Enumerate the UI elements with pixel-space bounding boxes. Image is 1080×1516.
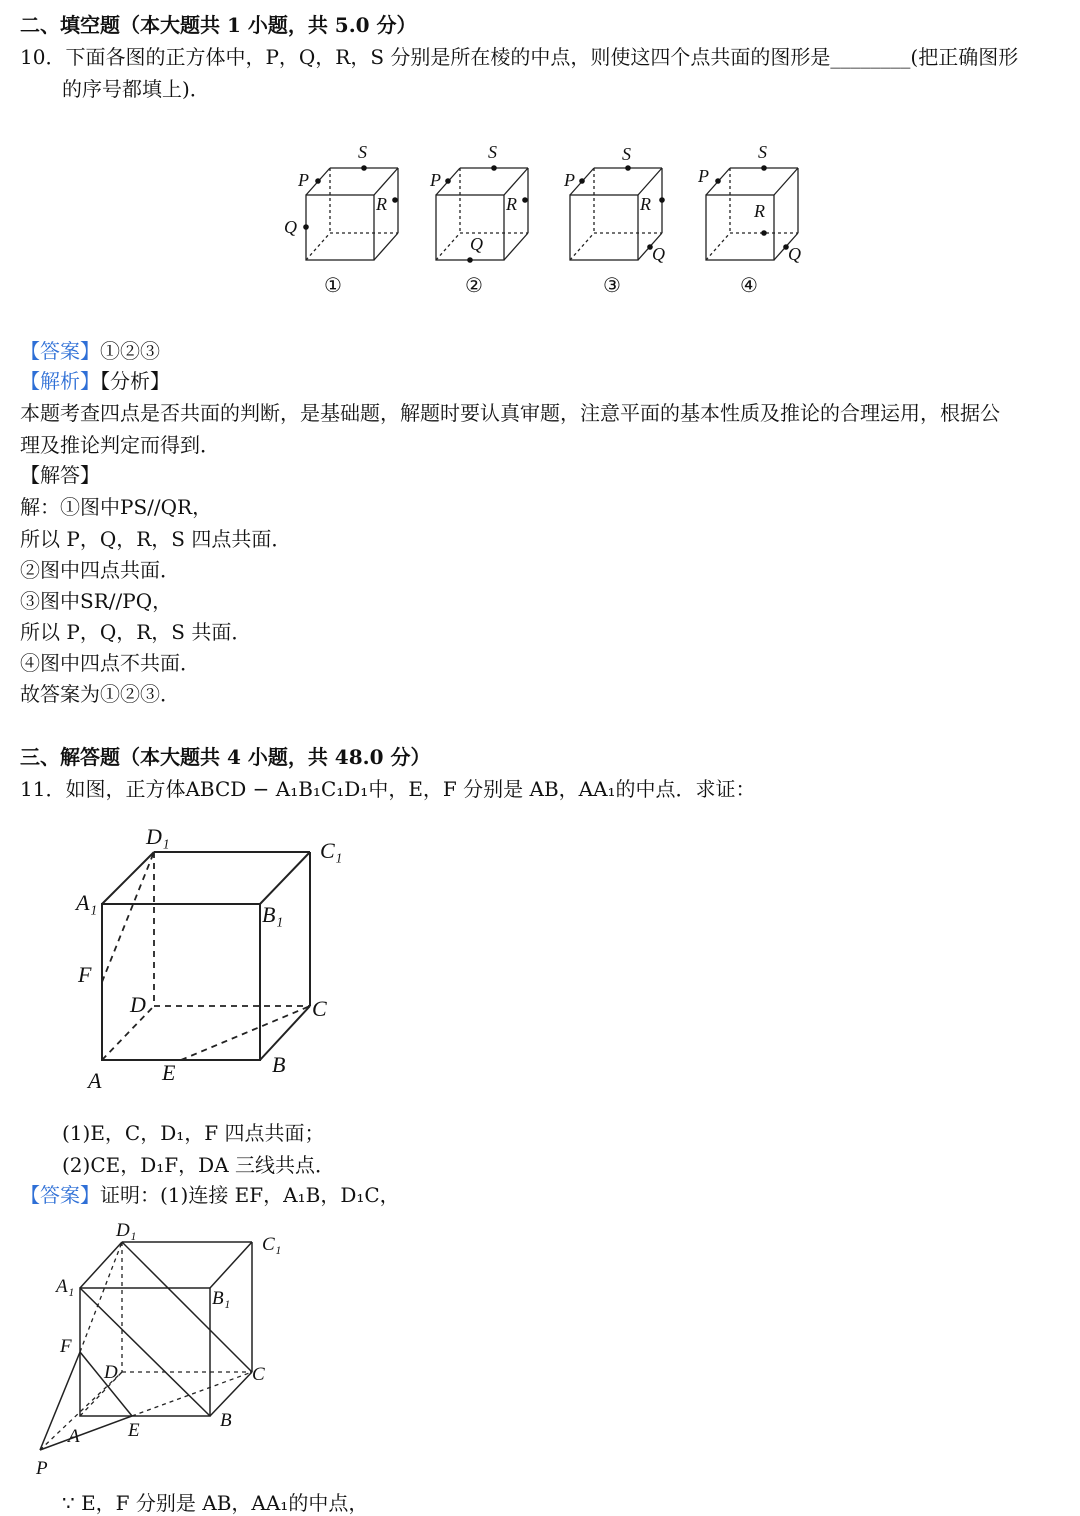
cube2-label-r: R <box>506 194 517 214</box>
fig2-label-a1: A₁ <box>56 1276 75 1297</box>
cut-off-line: ∵ E，F 分别是 AB，AA₁的中点， <box>62 1491 369 1515</box>
cube4-number: ④ <box>740 275 758 297</box>
section2-heading: 二、填空题（本大题共 1 小题，共 5.0 分） <box>20 13 417 37</box>
cube-figure-proof <box>30 1218 320 1480</box>
fig1-label-b1: B₁ <box>262 902 284 927</box>
fig1-label-e: E <box>162 1060 176 1085</box>
answer-11 <box>20 1182 400 1208</box>
analysis-tag: 【解析】 <box>20 369 100 393</box>
cube2-label-p: P <box>430 170 441 190</box>
cube3-label-s: S <box>622 144 631 164</box>
cube2-label-s: S <box>488 142 497 162</box>
four-cubes-figure <box>270 130 830 305</box>
answer-11-text: 证明：(1)连接 EF，A₁B，D₁C， <box>100 1183 400 1207</box>
solution-line-7: 故答案为①②③． <box>20 682 180 706</box>
answer-11-tag: 【答案】 <box>20 1183 100 1207</box>
solve-tag: 【解答】 <box>20 463 100 487</box>
cube-figure-q11 <box>70 818 370 1098</box>
fig1-label-b: B <box>272 1052 286 1077</box>
fig2-label-c: C <box>252 1364 265 1385</box>
section3-heading: 三、解答题（本大题共 4 小题，共 48.0 分） <box>20 745 431 769</box>
fig1-label-c: C <box>312 996 327 1021</box>
cube4-label-q: Q <box>788 244 801 264</box>
cube4-label-r: R <box>754 201 765 221</box>
fig1-label-c1: C₁ <box>320 838 343 863</box>
solution-line-1: 解：①图中PS//QR， <box>20 495 213 519</box>
fig2-label-b: B <box>220 1410 232 1431</box>
fig1-label-d1: D₁ <box>146 824 170 849</box>
question-10-line1: 10．下面各图的正方体中，P，Q，R，S 分别是所在棱的中点，则使这四个点共面的图形是________(把正确图形 <box>20 45 1019 69</box>
question-11-part1: (1)E，C，D₁，F 四点共面； <box>62 1121 325 1145</box>
solution-line-3: ②图中四点共面． <box>20 558 180 582</box>
answer-10 <box>20 338 160 364</box>
fig1-label-f: F <box>78 962 92 987</box>
question-11: 11．如图，正方体ABCD − A₁B₁C₁D₁中，E，F 分别是 AB，AA₁的中点．求证： <box>20 777 756 801</box>
solution-line-6: ④图中四点不共面． <box>20 651 200 675</box>
solution-line-5: 所以 P，Q，R，S 共面． <box>20 620 252 644</box>
fig1-label-d: D <box>130 992 146 1017</box>
cube1-label-s: S <box>358 142 367 162</box>
fig1-label-a: A <box>88 1068 102 1093</box>
analysis-sub-tag: 【分析】 <box>100 369 170 393</box>
cube4-label-p: P <box>698 166 709 186</box>
fig2-label-c1: C₁ <box>262 1234 282 1255</box>
fig1-label-a1: A₁ <box>76 890 98 915</box>
question-11-part2: (2)CE，D₁F，DA 三线共点． <box>62 1153 335 1177</box>
cube1-label-p: P <box>298 170 309 190</box>
answer-value: ①②③ <box>100 339 160 363</box>
solution-line-2: 所以 P，Q，R，S 四点共面． <box>20 527 292 551</box>
fig2-label-a: A <box>68 1426 80 1447</box>
cube1-label-r: R <box>376 194 387 214</box>
cube3-label-q: Q <box>652 244 665 264</box>
analysis-row <box>20 368 170 394</box>
fig2-label-d1: D₁ <box>116 1220 137 1241</box>
cube4-label-s: S <box>758 142 767 162</box>
fig2-label-b1: B₁ <box>212 1288 231 1309</box>
question-10-line2: 的序号都填上)． <box>62 77 210 101</box>
cube3-number: ③ <box>603 275 621 297</box>
fig2-label-p: P <box>36 1458 48 1479</box>
cube1-label-q: Q <box>284 217 297 237</box>
cube2-number: ② <box>465 275 483 297</box>
cube1-number: ① <box>324 275 342 297</box>
fig2-label-e: E <box>128 1420 140 1441</box>
cube3-label-p: P <box>564 170 575 190</box>
solution-line-4: ③图中SR//PQ， <box>20 589 173 613</box>
fig2-label-d: D <box>104 1362 118 1383</box>
cube2-label-q: Q <box>470 234 483 254</box>
fig2-label-f: F <box>60 1336 72 1357</box>
cube3-label-r: R <box>640 194 651 214</box>
analysis-line1: 本题考查四点是否共面的判断，是基础题，解题时要认真审题，注意平面的基本性质及推论的合理运用，根据公 <box>20 401 1000 425</box>
answer-tag: 【答案】 <box>20 339 100 363</box>
analysis-line2: 理及推论判定而得到． <box>20 433 220 457</box>
